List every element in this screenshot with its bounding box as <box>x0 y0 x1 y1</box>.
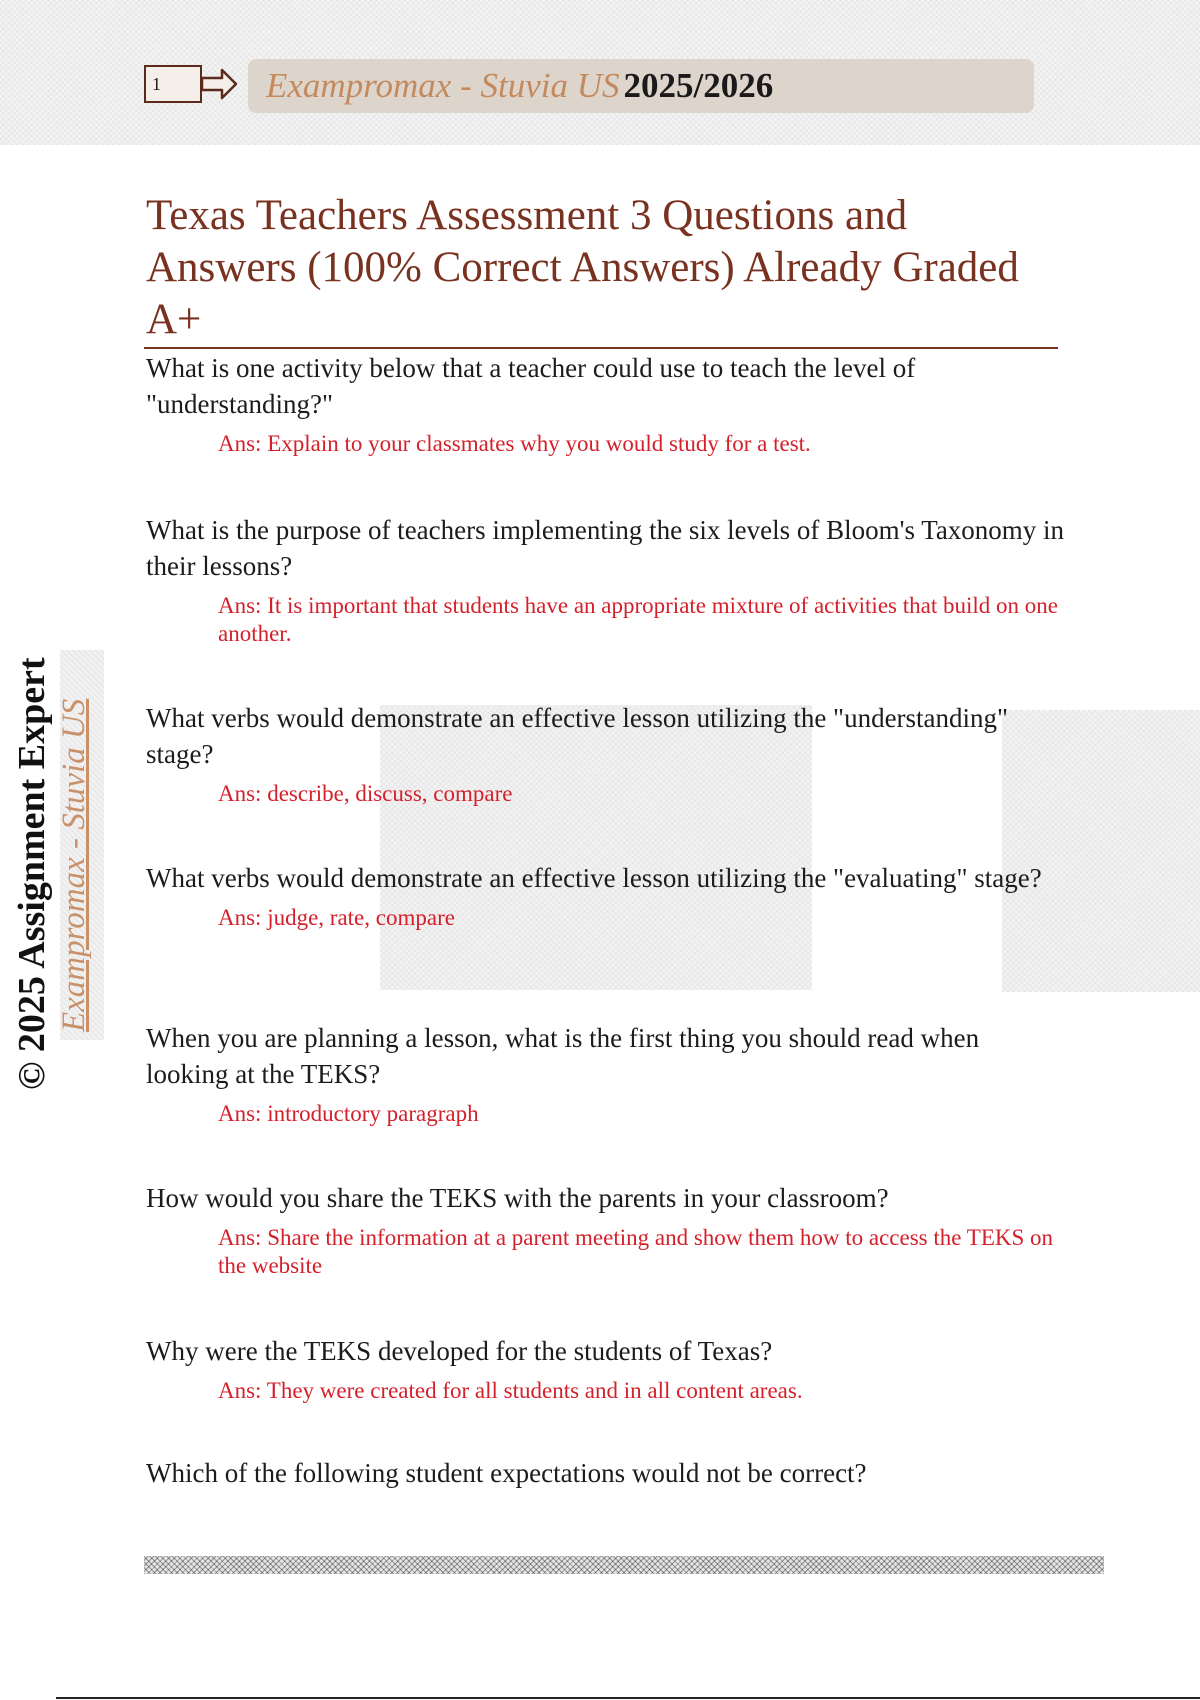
question-text: When you are planning a lesson, what is the first thing you should read when looking at the TEKS? <box>146 1023 980 1089</box>
qa-item <box>146 1333 1066 1405</box>
qa-item <box>146 512 1066 648</box>
arrow-right-icon <box>200 66 238 102</box>
sidebar-copyright: © 2025 Assignment Expert <box>11 657 53 1090</box>
footer-divider <box>56 1697 1200 1699</box>
page-number-tab: 1 <box>144 65 202 103</box>
question-text: What is one activity below that a teacher could use to teach the level of "understanding?" <box>146 353 916 419</box>
qa-item <box>146 1455 1066 1491</box>
document-title: Texas Teachers Assessment 3 Questions and Answers (100% Correct Answers) Already Graded A+ <box>146 192 1019 343</box>
answer-text: Ans: judge, rate, compare <box>218 905 455 930</box>
qa-item <box>146 700 1066 808</box>
header-bar <box>248 59 1034 113</box>
question-text: What verbs would demonstrate an effective lesson utilizing the "understanding" stage? <box>146 703 1009 769</box>
header-year: 2025/2026 <box>623 66 774 105</box>
answer-text: Ans: It is important that students have an appropriate mixture of activities that build on one another. <box>218 593 1058 646</box>
question-text: Why were the TEKS developed for the students of Texas? <box>146 1336 773 1366</box>
question-text: How would you share the TEKS with the parents in your classroom? <box>146 1183 889 1213</box>
qa-item <box>146 350 1066 458</box>
answer-text: Ans: introductory paragraph <box>218 1101 479 1126</box>
qa-item <box>146 1180 1066 1280</box>
question-text: What verbs would demonstrate an effective lesson utilizing the "evaluating" stage? <box>146 863 1042 893</box>
answer-text: Ans: describe, discuss, compare <box>218 781 513 806</box>
header-brand: Exampromax - Stuvia US <box>266 66 620 105</box>
qa-item <box>146 860 1066 932</box>
sidebar-brand: Exampromax - Stuvia US <box>56 698 92 1032</box>
answer-text: Ans: Share the information at a parent meeting and show them how to access the TEKS on the website <box>218 1225 1054 1278</box>
question-text: What is the purpose of teachers implementing the six levels of Bloom's Taxonomy in their lessons? <box>146 515 1065 581</box>
answer-text: Ans: Explain to your classmates why you would study for a test. <box>218 431 811 456</box>
answer-text: Ans: They were created for all students and in all content areas. <box>218 1378 803 1403</box>
bottom-hatch-band <box>144 1556 1104 1574</box>
question-text: Which of the following student expectations would not be correct? <box>146 1458 867 1488</box>
title-divider <box>144 347 1058 349</box>
qa-item <box>146 1020 1066 1128</box>
